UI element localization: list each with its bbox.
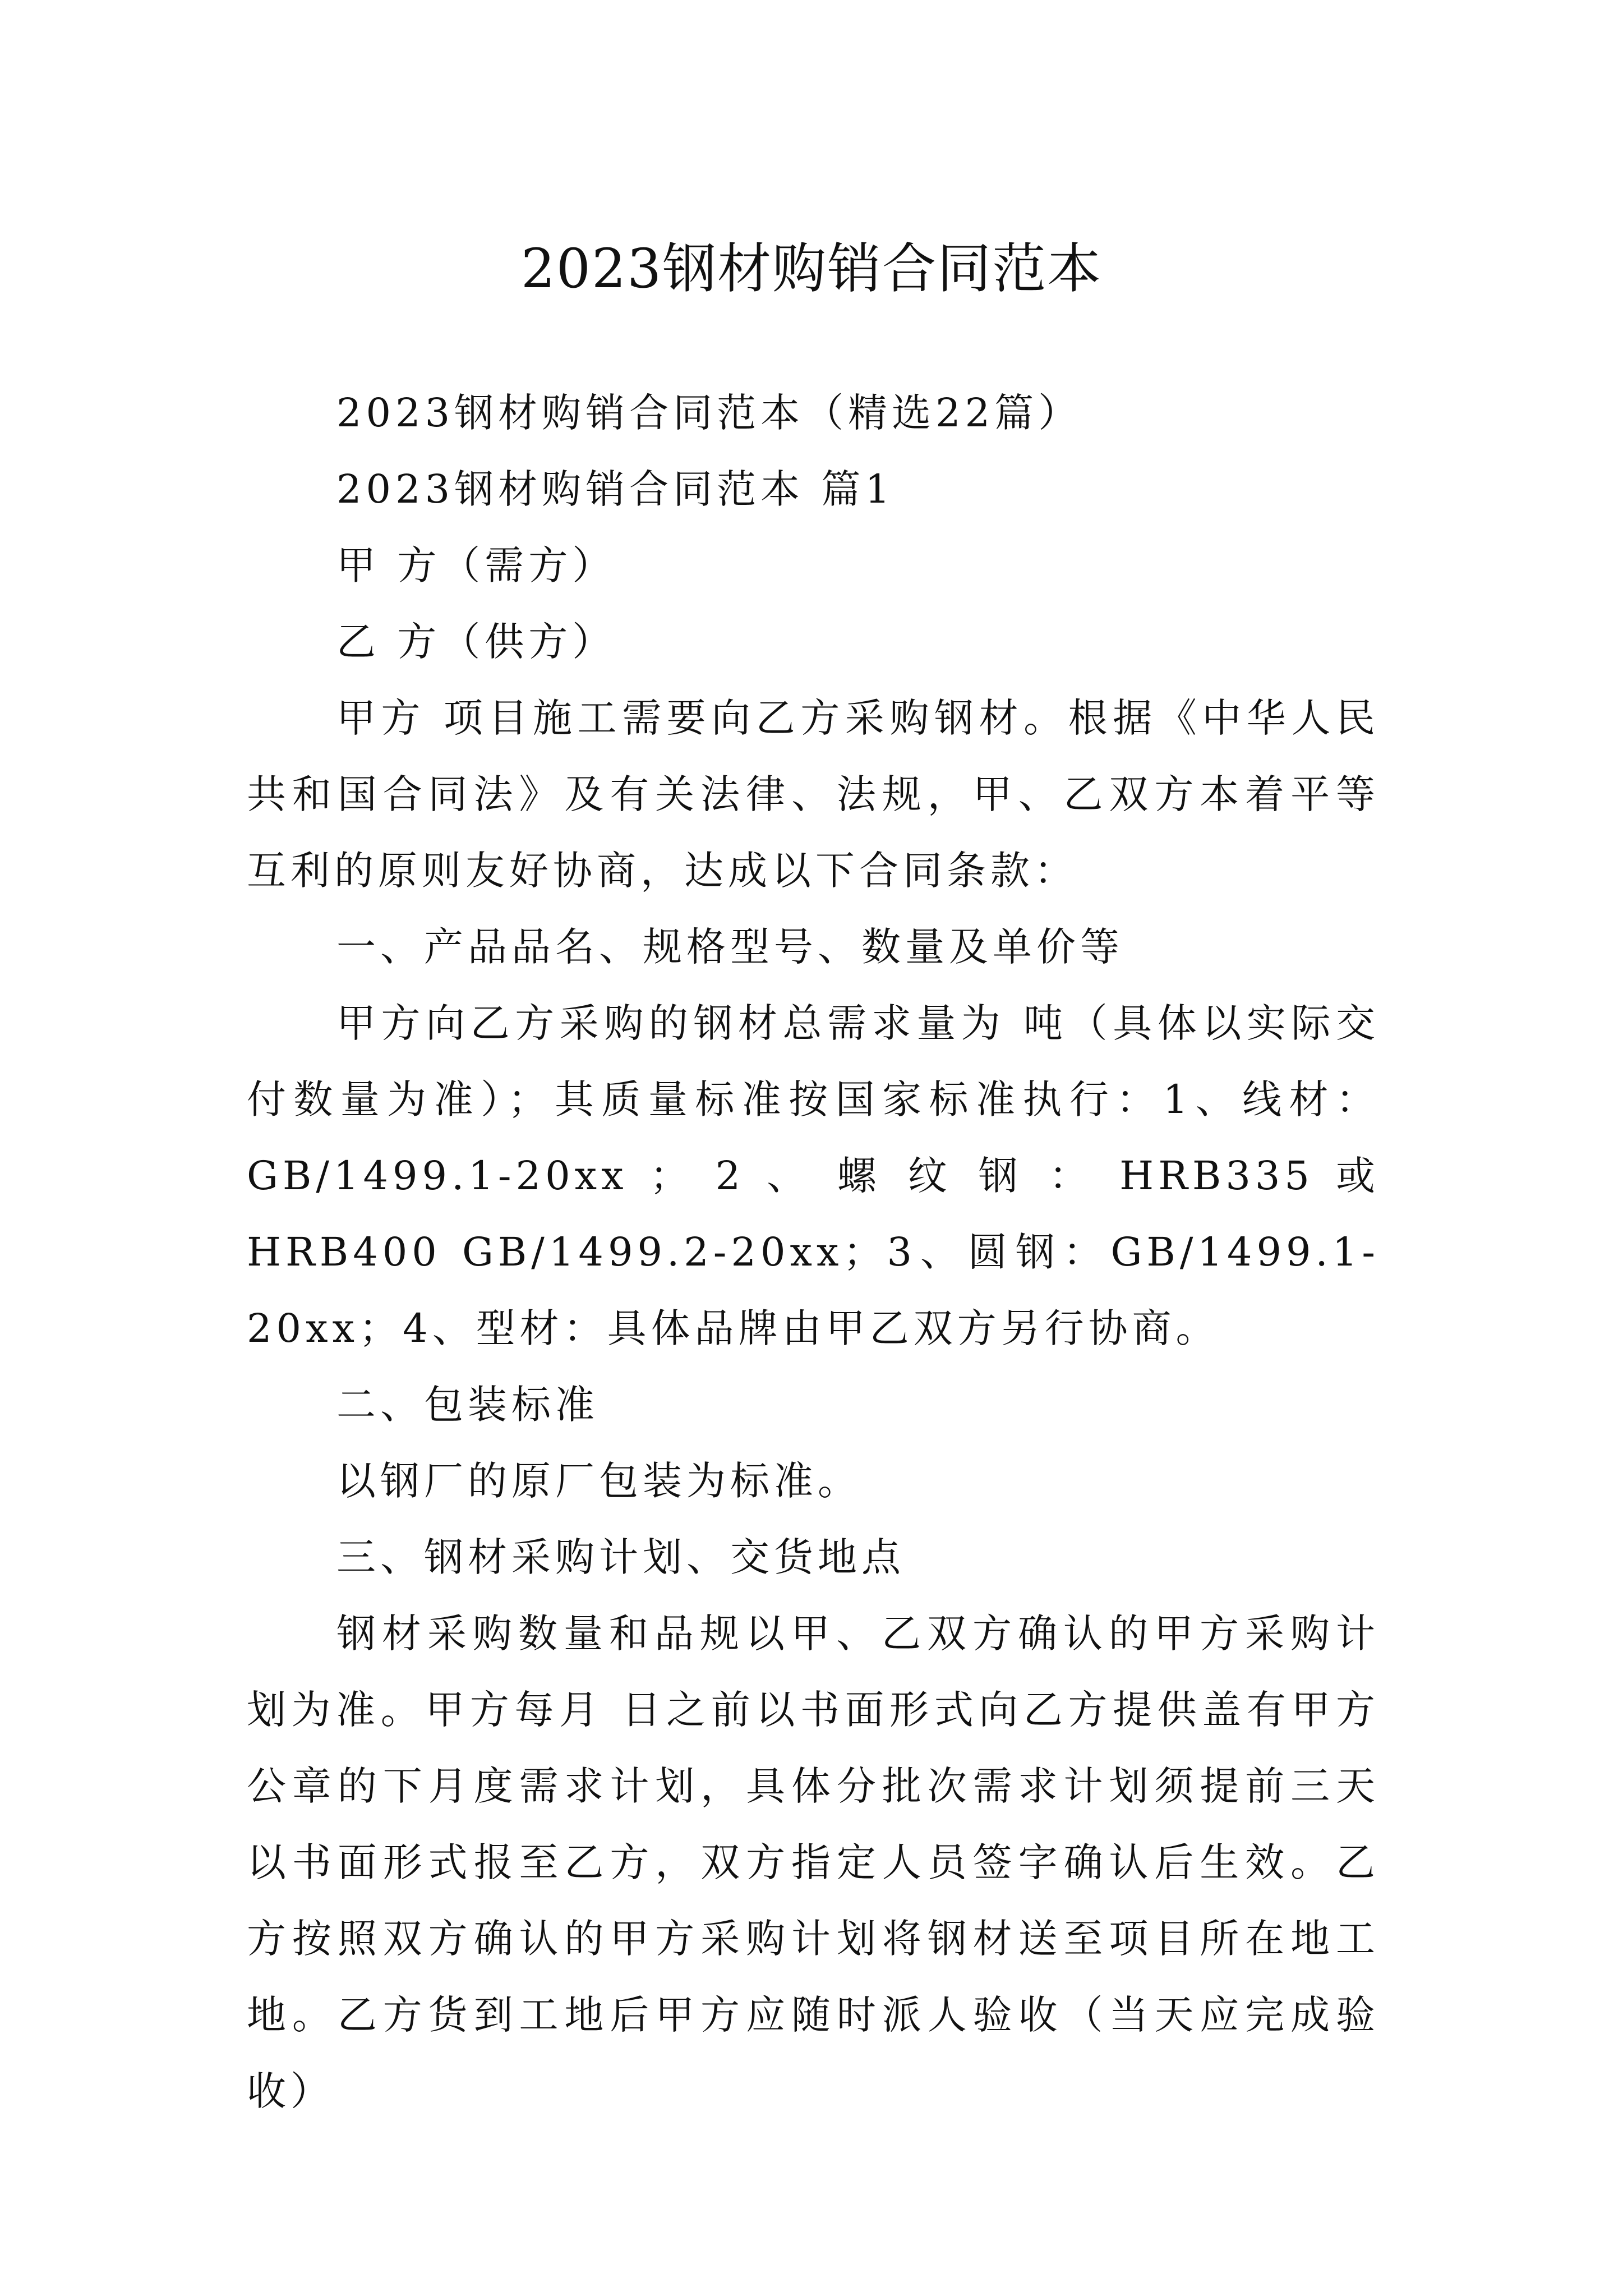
paragraph-clause-2: 以钢厂的原厂包装为标准。 <box>336 1458 861 1504</box>
document-title: 2023钢材购销合同范本 <box>520 237 1103 301</box>
paragraph-clause-1: 甲方向乙方采购的钢材总需求量为 吨（具体以实际交付数量为准）；其质量标准按国家标准执行：1、线材：GB/1499.1-20xx ； 2 、 螺 纹 钢 ： HRB335 或 HRB400 GB/1499.2-20xx；3、圆钢：GB/1499.1-20xx；4、型材：具体品牌由甲乙双方另行协商。 <box>247 1000 1380 1351</box>
paragraph-party-a: 甲 方（需方） <box>336 542 616 588</box>
paragraph-subtitle: 2023钢材购销合同范本（精选22篇） <box>336 390 1082 436</box>
document-body <box>247 375 1380 2129</box>
heading-clause-3: 三、钢材采购计划、交货地点 <box>336 1534 905 1580</box>
paragraph-preamble: 甲方 项目施工需要向乙方采购钢材。根据《中华人民共和国合同法》及有关法律、法规，甲、乙双方本着平等互利的原则友好协商，达成以下合同条款： <box>247 695 1380 894</box>
heading-clause-2: 二、包装标准 <box>336 1382 599 1428</box>
paragraph-party-b: 乙 方（供方） <box>336 619 616 665</box>
paragraph-section-heading: 2023钢材购销合同范本 篇1 <box>336 466 895 512</box>
paragraph-clause-3: 钢材采购数量和品规以甲、乙双方确认的甲方采购计划为准。甲方每月 日之前以书面形式向乙方提供盖有甲方公章的下月度需求计划，具体分批次需求计划须提前三天以书面形式报至乙方，双方指定人员签字确认后生效。乙方按照双方确认的甲方采购计划将钢材送至项目所在地工地。乙方货到工地后甲方应随时派人验收（当天应完成验收） <box>247 1611 1380 2114</box>
heading-clause-1: 一、产品品名、规格型号、数量及单价等 <box>336 924 1124 970</box>
